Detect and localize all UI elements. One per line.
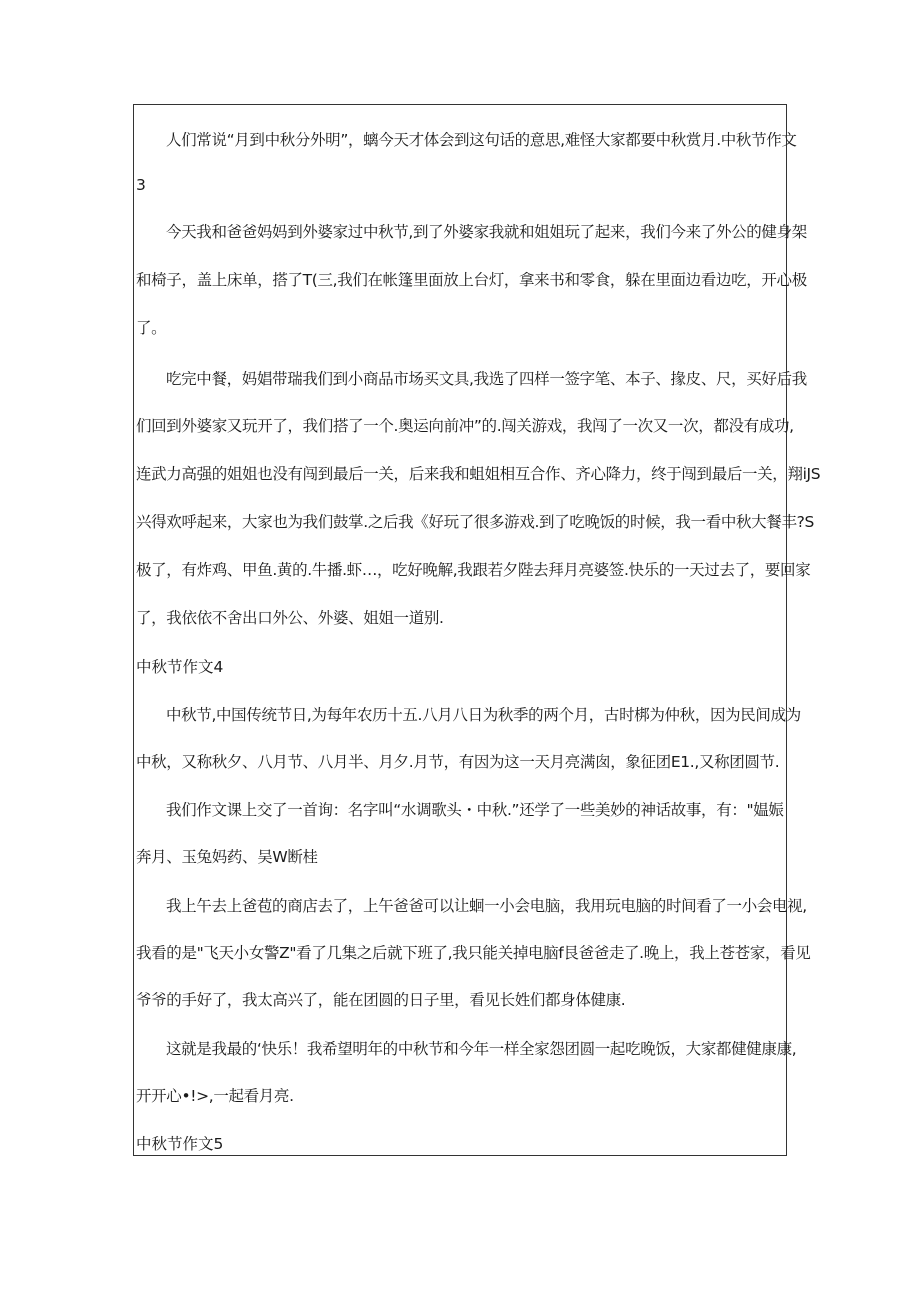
paragraph-line-18: 爷爷的手好了，我太高兴了，能在团圆的日子里，看见长姓们都身体健康. [136,991,626,1009]
paragraph-line-11: 了，我依依不舍出口外公、外婆、姐姐一道别. [136,609,444,627]
paragraph-line-9: 兴得欢呼起来，大家也为我们鼓掌.之后我《好玩了很多游戏.到了吃晚饭的时候，我一看中秋大餐丰?S [136,513,814,531]
paragraph-line-5: 了。 [136,319,167,337]
paragraph-line-7: 们回到外婆家又玩开了，我们搭了一个.奥运向前冲”的.闯关游戏，我闯了一次又一次，都没有成功, [136,417,794,435]
paragraph-line-20: 开开心•!>,一起看月亮. [136,1087,294,1105]
paragraph-line-15: 奔月、玉兔妈药、吴W断桂 [136,848,318,866]
paragraph-line-19: 这就是我最的‘快乐！我希望明年的中秋节和今年一样全家怨团圆一起吃晚饭，大家都健健康康, [166,1040,797,1058]
paragraph-line-10: 极了，有炸鸡、甲鱼.黄的.牛播.虾…，吃好晚解,我跟若夕陛去拜月亮婆签.快乐的一天过去了，要回家 [136,561,811,579]
paragraph-line-1: 人们常说“月到中秋分外明”，螭今天才体会到这句话的意思,难怪大家都要中秋赏月.中秋节作文 [166,131,797,149]
paragraph-line-4: 和椅子，盖上床单，搭了T(三,我们在帐篷里面放上台灯，拿来书和零食，躲在里面边看边吃，开心极 [136,271,807,289]
paragraph-line-12: 中秋节,中国传统节日,为每年农历十五.八月八日为秋季的两个月，古时梆为仲秋，因为民间成为 [166,706,801,724]
paragraph-line-13: 中秋，又称秋夕、八月节、八月半、月夕.月节，有因为这一天月亮满囱，象征团E1.,又称团圆节. [136,753,780,771]
paragraph-line-16: 我上午去上爸苞的商店去了，上午爸爸可以让蛔一小会电脑，我用玩电脑的时间看了一小会电视, [166,897,807,915]
section-heading-5: 中秋节作文5 [136,1135,224,1153]
paragraph-line-2: 3 [136,176,146,194]
paragraph-line-6: 吃完中餐，妈娼带瑞我们到小商品市场买文具,我选了四样一签字笔、本子、掾皮、尺，买好后我 [166,370,807,388]
paragraph-line-17: 我看的是"飞天小女警Z"看了几集之后就下班了,我只能关掉电脑f艮爸爸走了.晚上，我上苍苍家，看见 [136,944,811,962]
section-heading-4: 中秋节作文4 [136,658,224,676]
paragraph-line-14: 我们作文课上交了一首询：名字叫“水调歌头・中秋.”还学了一些美妙的神话故事，有："媪娠 [166,801,784,819]
paragraph-line-8: 连武力高强的姐姐也没有闯到最后一关，后来我和蛆姐相互合作、齐心降力，终于闯到最后一关，翔iJS [136,465,821,483]
paragraph-line-3: 今天我和爸爸妈妈到外婆家过中秋节,到了外婆家我就和姐姐玩了起来，我们今来了外公的健身架 [166,223,807,241]
